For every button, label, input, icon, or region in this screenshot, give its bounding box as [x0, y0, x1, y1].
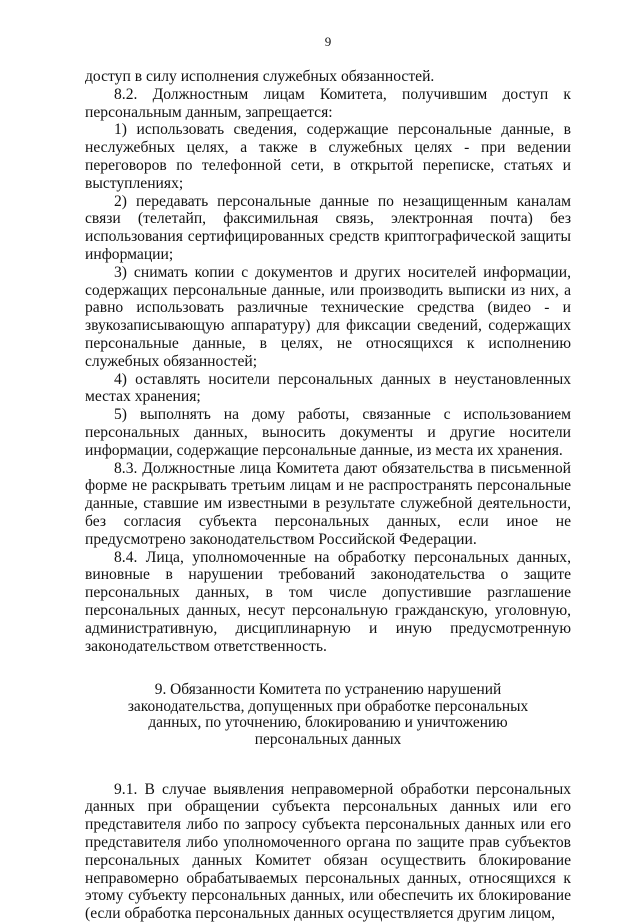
paragraph: 1) использовать сведения, содержащие персональные данные, в неслужебных целях, а также в служебных целях - при ведении переговоров по телефонной сети, в открытой переписке, статьях и выступлениях;: [85, 121, 571, 192]
section-8-body: [85, 68, 571, 655]
paragraph: 3) снимать копии с документов и других носителей информации, содержащих персональные данные, или производить выписки из них, а равно использовать различные технические средства (видео - и звукозаписывающую аппаратуру) для фиксации сведений, содержащих персональные данные, в целях, не относящихся к исполнению служебных обязанностей;: [85, 263, 571, 370]
paragraph: 9.1. В случае выявления неправомерной обработки персональных данных при обращении субъекта персональных данных или его представителя либо по запросу субъекта персональных данных или его представителя либо уполномоченного органа по защите прав субъектов персональных данных Комитет обязан осуществить блокирование неправомерно обрабатываемых персональных данных, относящихся к этому субъекту персональных данных, или обеспечить их блокирование (если обработка персональных данных осуществляется другим лицом,: [85, 780, 571, 923]
paragraph: 2) передавать персональные данные по незащищенным каналам связи (телетайп, факсимильная связь, электронная почта) без использования сертифицированных средств криптографической защиты информации;: [85, 192, 571, 263]
paragraph: 4) оставлять носители персональных данных в неустановленных местах хранения;: [85, 370, 571, 406]
paragraph: 5) выполнять на дому работы, связанные с использованием персональных данных, выносить документы и другие носители информации, содержащие персональные данные, из места их хранения.: [85, 406, 571, 459]
section-9-body: [85, 781, 571, 923]
paragraph: 8.4. Лица, уполномоченные на обработку персональных данных, виновные в нарушении требований законодательства о защите персональных данных, в том числе допустившие разглашение персональных данных, несут персональную гражданскую, уголовную, административную, дисциплинарную и иную предусмотренную законодательством ответственность.: [85, 548, 571, 655]
paragraph: 8.3. Должностные лица Комитета дают обязательства в письменной форме не раскрывать третьим лицам и не распространять персональные данные, ставшие им известными в результате служебной деятельности, без согласия субъекта персональных данных, если иное не предусмотрено законодательством Российской Федерации.: [85, 459, 571, 548]
paragraph: доступ в силу исполнения служебных обязанностей.: [85, 68, 435, 85]
page-number: 9: [324, 34, 332, 49]
document-page: [85, 0, 571, 923]
paragraph: 8.2. Должностным лицам Комитета, получившим доступ к персональным данным, запрещается:: [85, 85, 571, 121]
section-heading: 9. Обязанности Комитета по устранению нарушений законодательства, допущенных при обработке персональных данных, по уточнению, блокированию и уничтожению персональных данных: [127, 681, 529, 749]
